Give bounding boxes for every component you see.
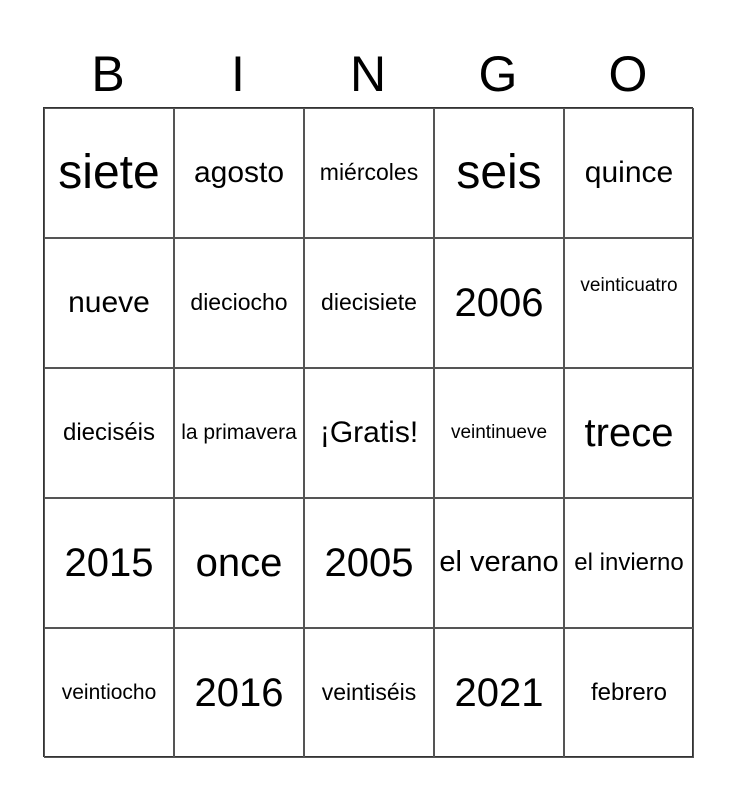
cell-text: veintiocho	[61, 681, 157, 705]
bingo-cell[interactable]	[174, 238, 304, 368]
bingo-cell[interactable]	[434, 108, 564, 238]
cell-text: dieciocho	[190, 289, 288, 316]
bingo-board	[43, 107, 693, 757]
cell-text: la primavera	[181, 420, 297, 444]
cell-text: miércoles	[319, 159, 419, 186]
bingo-cell[interactable]	[44, 238, 174, 368]
cell-text: veintinueve	[450, 421, 548, 443]
header-letter-i: I	[231, 46, 245, 102]
cell-text: once	[195, 541, 283, 585]
bingo-cell[interactable]	[44, 498, 174, 628]
bingo-cell[interactable]	[434, 498, 564, 628]
cell-text: el verano	[439, 546, 559, 579]
header-letter-n: N	[349, 46, 387, 102]
cell-text: siete	[58, 145, 160, 199]
bingo-cell[interactable]	[304, 108, 434, 238]
cell-text: 2015	[64, 541, 154, 585]
cell-text: quince	[584, 156, 674, 189]
cell-text: veintiséis	[321, 679, 417, 706]
cell-text: agosto	[193, 156, 285, 189]
bingo-cell[interactable]	[44, 108, 174, 238]
cell-text: seis	[456, 145, 542, 199]
bingo-cell[interactable]	[174, 368, 304, 498]
bingo-cell[interactable]	[304, 498, 434, 628]
bingo-cell[interactable]	[44, 628, 174, 758]
cell-text: nueve	[68, 286, 150, 319]
bingo-cell[interactable]	[564, 108, 694, 238]
bingo-cell[interactable]	[304, 628, 434, 758]
cell-text: 2016	[194, 671, 284, 715]
cell-text: dieciséis	[62, 418, 156, 446]
header-letter-o: O	[608, 46, 648, 102]
bingo-cell[interactable]	[564, 628, 694, 758]
header-letter-g: G	[478, 46, 518, 102]
bingo-cell[interactable]	[304, 368, 434, 498]
cell-text: veinticuatro	[580, 275, 678, 296]
cell-text: el invierno	[574, 549, 684, 576]
bingo-cell[interactable]	[434, 238, 564, 368]
bingo-cell[interactable]	[434, 368, 564, 498]
bingo-cell[interactable]	[44, 368, 174, 498]
bingo-header	[43, 40, 693, 108]
bingo-cell[interactable]	[174, 628, 304, 758]
bingo-cell[interactable]	[174, 498, 304, 628]
cell-text: 2006	[454, 281, 544, 325]
cell-text: diecisiete	[321, 289, 417, 316]
cell-text: ¡Gratis!	[319, 416, 419, 449]
cell-text: trece	[584, 411, 674, 455]
bingo-cell[interactable]	[564, 498, 694, 628]
bingo-cell[interactable]	[564, 368, 694, 498]
bingo-cell[interactable]	[304, 238, 434, 368]
cell-text: 2005	[324, 541, 414, 585]
bingo-cell[interactable]	[564, 238, 694, 368]
cell-text: 2021	[454, 671, 544, 715]
header-letter-b: B	[91, 46, 125, 102]
bingo-cell[interactable]	[174, 108, 304, 238]
bingo-cell[interactable]	[434, 628, 564, 758]
cell-text: febrero	[590, 678, 668, 706]
